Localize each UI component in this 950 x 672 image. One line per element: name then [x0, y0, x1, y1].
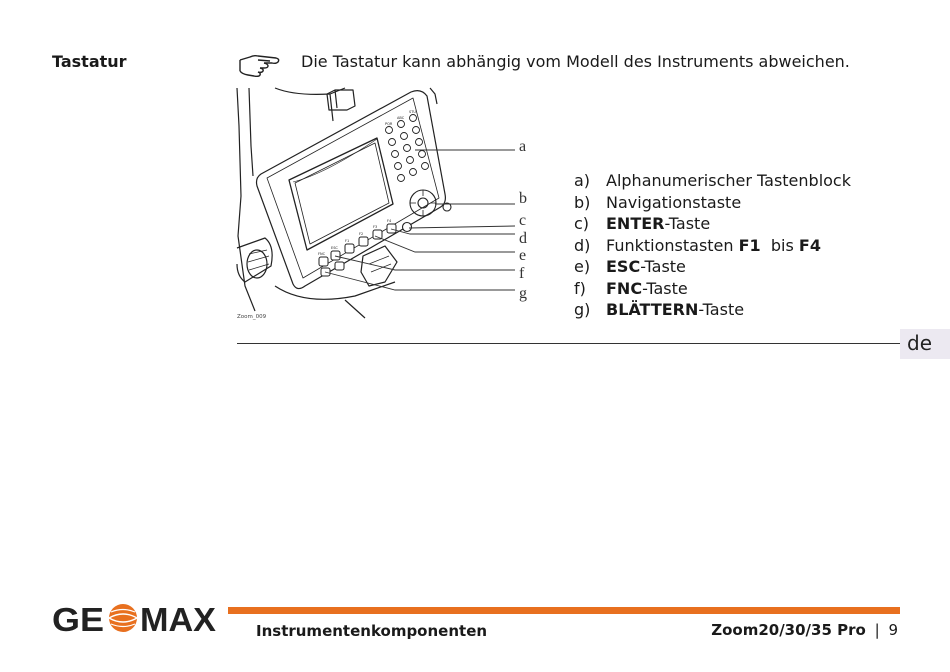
section-title: Tastatur [52, 52, 127, 71]
legend-text: -Taste [664, 214, 711, 233]
legend-letter: f) [574, 278, 586, 298]
footer-separator: | [874, 621, 880, 639]
callout-d: d [519, 230, 527, 247]
legend-key-name: FNC [606, 278, 643, 298]
legend-text: -Taste [642, 278, 688, 298]
legend-item-f [574, 278, 851, 300]
legend-letter: b) [574, 192, 591, 212]
callout-a: a [519, 138, 527, 155]
pointing-hand-icon [238, 52, 282, 78]
note-text: Die Tastatur kann abhängig vom Modell des Instruments abweichen. [301, 52, 850, 71]
logo-text-left: GE [52, 603, 104, 633]
svg-text:ABC: ABC [397, 116, 405, 120]
svg-text:FNC: FNC [318, 252, 326, 256]
legend-text: -Taste [698, 300, 745, 319]
language-label: de [907, 331, 932, 355]
svg-text:PQR: PQR [385, 122, 393, 126]
legend-text: Navigationstaste [606, 192, 742, 212]
svg-text:F2: F2 [359, 232, 364, 236]
svg-text:ESC: ESC [331, 246, 338, 250]
footer-section-title: Instrumentenkomponenten [256, 622, 488, 640]
section-divider [237, 343, 900, 344]
logo-text-right: MAX [140, 603, 216, 633]
legend-text: Funktionstasten [606, 235, 739, 255]
footer-product: Zoom20/30/35 Pro [711, 621, 866, 639]
legend-text: bis [760, 235, 799, 255]
callout-b: b [519, 190, 527, 207]
legend-letter: d) [574, 235, 591, 255]
callout-e: e [519, 247, 527, 264]
svg-text:F1: F1 [345, 239, 350, 243]
legend-item-a [574, 170, 851, 192]
legend-item-e [574, 256, 851, 278]
svg-text:F3: F3 [373, 225, 378, 229]
legend-key-name: ENTER [606, 214, 665, 233]
footer-product-page [711, 621, 898, 639]
legend-key-name: F4 [798, 235, 821, 255]
legend-key-name: BLÄTTERN [606, 300, 699, 319]
svg-text:STU: STU [409, 110, 416, 114]
legend-item-c [574, 213, 851, 235]
figure-caption: Zoom_009 [237, 314, 267, 320]
callout-g: g [519, 285, 527, 302]
legend-item-b [574, 192, 851, 214]
legend-item-d [574, 235, 851, 257]
legend-key-name: F1 [738, 235, 761, 255]
keyboard-figure [235, 86, 535, 322]
page-number: 9 [888, 621, 898, 639]
legend-list [574, 170, 851, 321]
callout-c: c [519, 212, 527, 229]
legend-letter: g) [574, 300, 591, 319]
legend-key-name: ESC [606, 257, 641, 276]
legend-letter: c) [574, 214, 590, 233]
svg-text:F4: F4 [387, 219, 392, 223]
footer-accent-bar [228, 607, 900, 614]
legend-text: -Taste [640, 257, 686, 276]
legend-text: Alphanumerischer Tastenblock [606, 171, 851, 190]
legend-letter: a) [574, 171, 591, 190]
callout-f: f [519, 265, 525, 282]
legend-item-g [574, 299, 851, 321]
legend-letter: e) [574, 257, 591, 276]
geomax-logo [52, 603, 216, 633]
